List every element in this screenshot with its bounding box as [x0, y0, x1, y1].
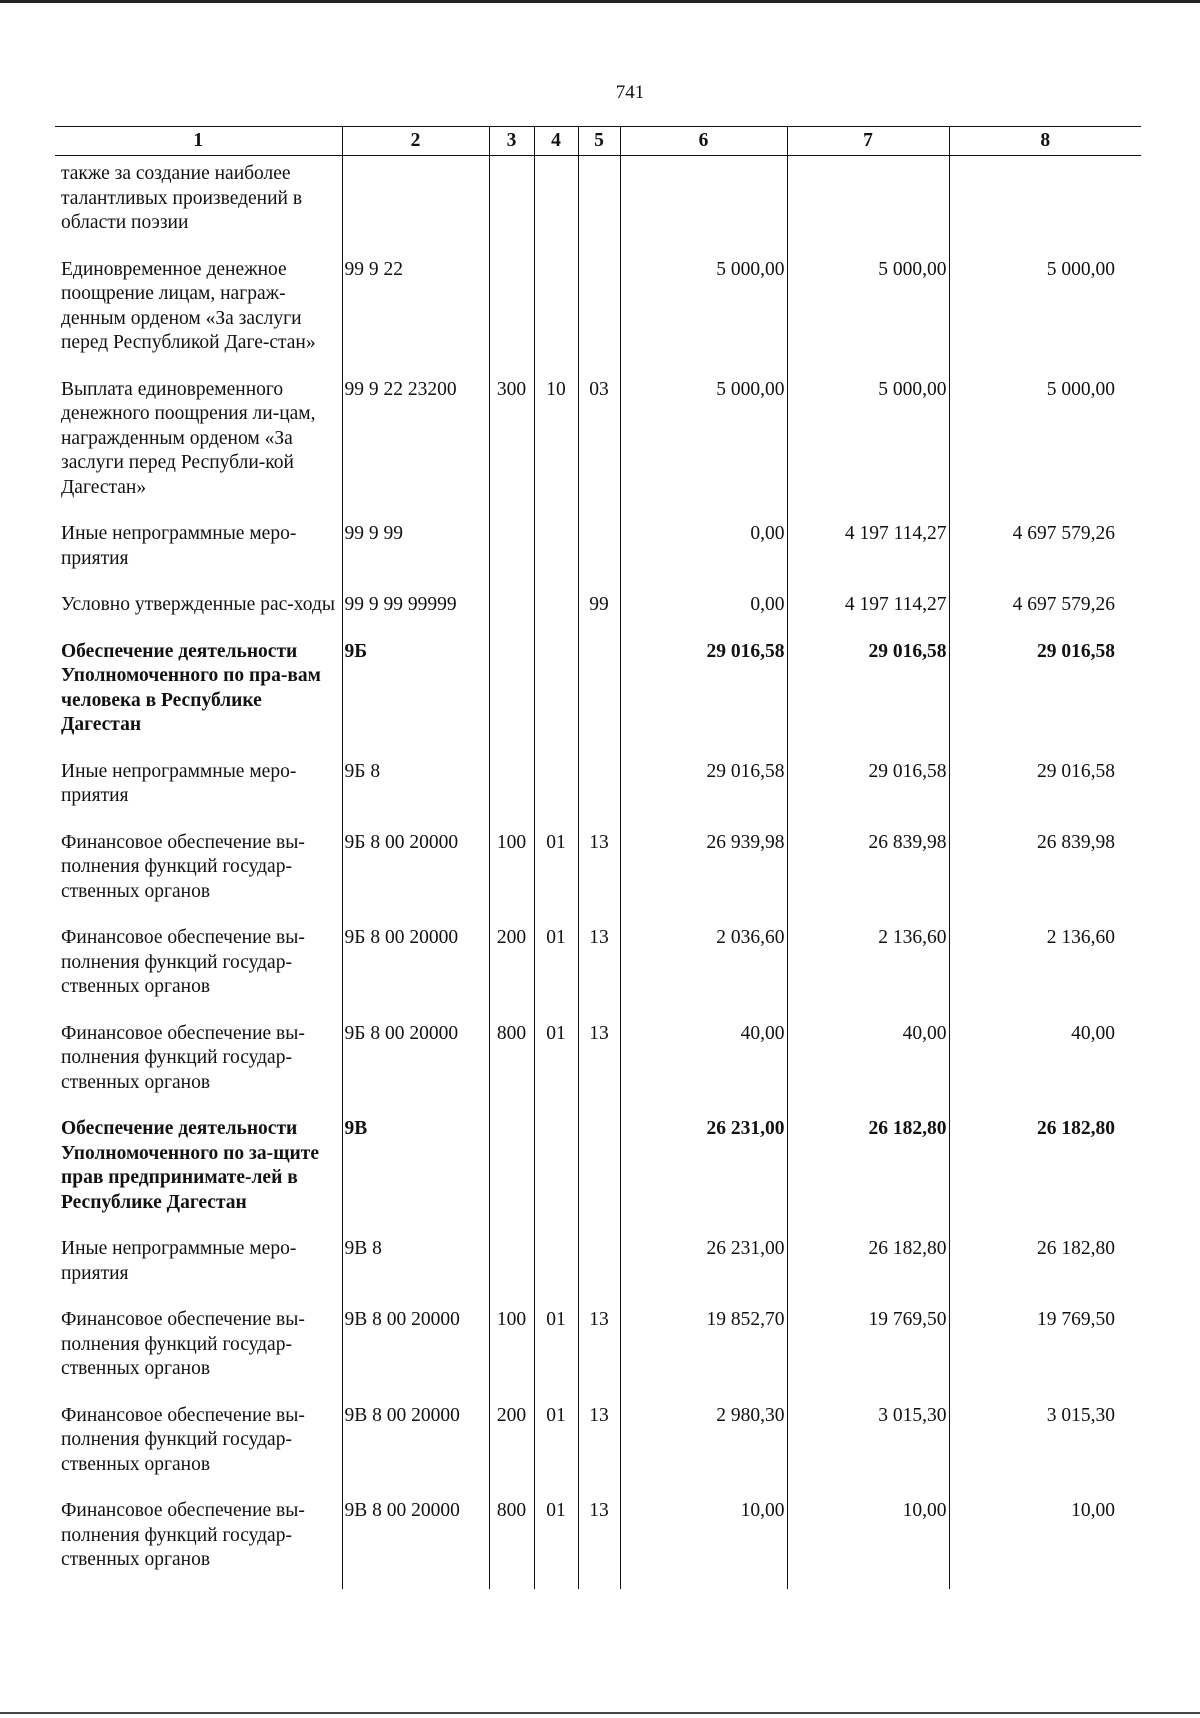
row-col3-cell [489, 252, 534, 372]
row-col3-cell [489, 587, 534, 634]
table-body [55, 156, 1141, 1589]
row-col8-cell: 3 015,30 [949, 1398, 1141, 1494]
row-col5-cell: 13 [578, 1398, 620, 1494]
row-code-cell: 9В 8 00 20000 [342, 1398, 489, 1494]
row-col4-cell [534, 1231, 578, 1302]
row-col6-cell: 29 016,58 [620, 634, 787, 754]
row-col4-cell: 01 [534, 1302, 578, 1398]
row-name-cell: Условно утвержденные рас-ходы [55, 587, 342, 634]
row-code-cell: 9В 8 00 20000 [342, 1302, 489, 1398]
row-col6-cell: 5 000,00 [620, 252, 787, 372]
row-col7-cell: 4 197 114,27 [787, 516, 949, 587]
row-col8-cell: 2 136,60 [949, 920, 1141, 1016]
scan-top-edge [0, 0, 1200, 3]
row-col4-cell [534, 1111, 578, 1231]
row-col3-cell: 100 [489, 825, 534, 921]
row-col3-cell: 800 [489, 1493, 534, 1589]
row-col8-cell: 19 769,50 [949, 1302, 1141, 1398]
row-col6-cell: 26 939,98 [620, 825, 787, 921]
row-col3-cell: 800 [489, 1016, 534, 1112]
table-row [55, 156, 1141, 252]
row-col3-cell [489, 516, 534, 587]
row-col8-cell: 5 000,00 [949, 372, 1141, 517]
row-col7-cell [787, 156, 949, 252]
row-col4-cell: 01 [534, 1016, 578, 1112]
row-col3-cell: 200 [489, 1398, 534, 1494]
row-col5-cell: 03 [578, 372, 620, 517]
row-name-cell: Финансовое обеспечение вы-полнения функций государ-ственных органов [55, 825, 342, 921]
page-number: 741 [615, 82, 645, 103]
row-name-cell: Обеспечение деятельности Уполномоченного по за-щите прав предпринимате-лей в Республике Дагестан [55, 1111, 342, 1231]
row-col7-cell: 26 182,80 [787, 1231, 949, 1302]
table-row [55, 516, 1141, 587]
row-col7-cell: 10,00 [787, 1493, 949, 1589]
row-col8-cell: 29 016,58 [949, 634, 1141, 754]
row-col7-cell: 29 016,58 [787, 634, 949, 754]
row-code-cell: 9В 8 00 20000 [342, 1493, 489, 1589]
row-col7-cell: 19 769,50 [787, 1302, 949, 1398]
row-code-cell: 9Б 8 00 20000 [342, 825, 489, 921]
row-col5-cell: 13 [578, 1493, 620, 1589]
row-col4-cell [534, 516, 578, 587]
row-col3-cell [489, 754, 534, 825]
row-col7-cell: 29 016,58 [787, 754, 949, 825]
header-cell-3: 3 [489, 127, 534, 156]
row-col5-cell [578, 1111, 620, 1231]
row-col6-cell: 2 980,30 [620, 1398, 787, 1494]
row-col8-cell: 40,00 [949, 1016, 1141, 1112]
row-col4-cell: 01 [534, 1493, 578, 1589]
row-col8-cell: 26 182,80 [949, 1231, 1141, 1302]
row-col5-cell: 13 [578, 920, 620, 1016]
row-name-cell: Финансовое обеспечение вы-полнения функций государ-ственных органов [55, 1302, 342, 1398]
row-code-cell: 9Б 8 [342, 754, 489, 825]
scan-bottom-edge [0, 1712, 1200, 1714]
row-col6-cell: 26 231,00 [620, 1231, 787, 1302]
row-col8-cell: 10,00 [949, 1493, 1141, 1589]
row-col5-cell: 13 [578, 825, 620, 921]
row-name-cell: Иные непрограммные меро-приятия [55, 754, 342, 825]
row-col6-cell: 2 036,60 [620, 920, 787, 1016]
row-col4-cell [534, 634, 578, 754]
header-cell-2: 2 [342, 127, 489, 156]
row-col5-cell: 13 [578, 1016, 620, 1112]
row-code-cell: 9В 8 [342, 1231, 489, 1302]
row-col3-cell: 200 [489, 920, 534, 1016]
row-col7-cell: 5 000,00 [787, 372, 949, 517]
row-code-cell: 99 9 22 [342, 252, 489, 372]
table-row [55, 252, 1141, 372]
row-col8-cell: 26 839,98 [949, 825, 1141, 921]
row-col3-cell [489, 1231, 534, 1302]
row-col7-cell: 3 015,30 [787, 1398, 949, 1494]
row-name-cell: Иные непрограммные меро-приятия [55, 516, 342, 587]
row-code-cell: 9В [342, 1111, 489, 1231]
row-col5-cell [578, 516, 620, 587]
row-col8-cell: 4 697 579,26 [949, 587, 1141, 634]
row-col3-cell [489, 1111, 534, 1231]
row-col4-cell: 01 [534, 825, 578, 921]
row-col8-cell [949, 156, 1141, 252]
table-row [55, 1111, 1141, 1231]
table-row [55, 920, 1141, 1016]
table-row [55, 1016, 1141, 1112]
row-col8-cell: 26 182,80 [949, 1111, 1141, 1231]
table-row [55, 1231, 1141, 1302]
table-row [55, 634, 1141, 754]
row-col6-cell: 0,00 [620, 516, 787, 587]
row-col4-cell: 01 [534, 920, 578, 1016]
row-col7-cell: 4 197 114,27 [787, 587, 949, 634]
row-code-cell [342, 156, 489, 252]
row-col4-cell [534, 754, 578, 825]
row-col3-cell: 300 [489, 372, 534, 517]
row-col6-cell: 0,00 [620, 587, 787, 634]
header-cell-6: 6 [620, 127, 787, 156]
table-row [55, 372, 1141, 517]
row-col5-cell [578, 1231, 620, 1302]
row-col7-cell: 26 839,98 [787, 825, 949, 921]
row-name-cell: Финансовое обеспечение вы-полнения функций государ-ственных органов [55, 1016, 342, 1112]
row-code-cell: 99 9 99 99999 [342, 587, 489, 634]
row-col6-cell: 29 016,58 [620, 754, 787, 825]
row-name-cell: Обеспечение деятельности Уполномоченного по пра-вам человека в Республике Дагестан [55, 634, 342, 754]
row-col8-cell: 29 016,58 [949, 754, 1141, 825]
row-name-cell: Финансовое обеспечение вы-полнения функций государ-ственных органов [55, 1493, 342, 1589]
header-cell-8: 8 [949, 127, 1141, 156]
row-code-cell: 99 9 22 23200 [342, 372, 489, 517]
header-cell-7: 7 [787, 127, 949, 156]
row-col7-cell: 40,00 [787, 1016, 949, 1112]
table-row [55, 754, 1141, 825]
row-col7-cell: 2 136,60 [787, 920, 949, 1016]
row-col4-cell: 10 [534, 372, 578, 517]
row-col4-cell [534, 156, 578, 252]
row-name-cell: Единовременное денежное поощрение лицам, награж-денным орденом «За заслуги перед Республикой Даге-стан» [55, 252, 342, 372]
row-col6-cell: 5 000,00 [620, 372, 787, 517]
row-col8-cell: 4 697 579,26 [949, 516, 1141, 587]
row-code-cell: 9Б 8 00 20000 [342, 1016, 489, 1112]
row-name-cell: Иные непрограммные меро-приятия [55, 1231, 342, 1302]
row-col5-cell [578, 754, 620, 825]
table-row [55, 1302, 1141, 1398]
row-col3-cell [489, 634, 534, 754]
table-row [55, 1493, 1141, 1589]
row-col6-cell [620, 156, 787, 252]
row-col3-cell: 100 [489, 1302, 534, 1398]
row-name-cell: Финансовое обеспечение вы-полнения функций государ-ственных органов [55, 920, 342, 1016]
row-col5-cell [578, 634, 620, 754]
row-code-cell: 99 9 99 [342, 516, 489, 587]
table-row [55, 1398, 1141, 1494]
header-row [55, 127, 1141, 156]
row-name-cell: Финансовое обеспечение вы-полнения функций государ-ственных органов [55, 1398, 342, 1494]
row-col6-cell: 10,00 [620, 1493, 787, 1589]
table-row [55, 825, 1141, 921]
row-col4-cell: 01 [534, 1398, 578, 1494]
header-cell-1: 1 [55, 127, 342, 156]
row-col5-cell [578, 156, 620, 252]
row-col4-cell [534, 252, 578, 372]
header-cell-5: 5 [578, 127, 620, 156]
row-code-cell: 9Б [342, 634, 489, 754]
row-col6-cell: 19 852,70 [620, 1302, 787, 1398]
table-row [55, 587, 1141, 634]
row-col8-cell: 5 000,00 [949, 252, 1141, 372]
row-col6-cell: 26 231,00 [620, 1111, 787, 1231]
row-col6-cell: 40,00 [620, 1016, 787, 1112]
row-name-cell: также за создание наиболее талантливых произведений в области поэзии [55, 156, 342, 252]
row-code-cell: 9Б 8 00 20000 [342, 920, 489, 1016]
row-col3-cell [489, 156, 534, 252]
row-col5-cell: 13 [578, 1302, 620, 1398]
row-col5-cell [578, 252, 620, 372]
row-name-cell: Выплата единовременного денежного поощрения ли-цам, награжденным орденом «За заслуги перед Республи-кой Дагестан» [55, 372, 342, 517]
header-cell-4: 4 [534, 127, 578, 156]
row-col4-cell [534, 587, 578, 634]
row-col5-cell: 99 [578, 587, 620, 634]
row-col7-cell: 5 000,00 [787, 252, 949, 372]
budget-table [55, 126, 1141, 1589]
row-col7-cell: 26 182,80 [787, 1111, 949, 1231]
